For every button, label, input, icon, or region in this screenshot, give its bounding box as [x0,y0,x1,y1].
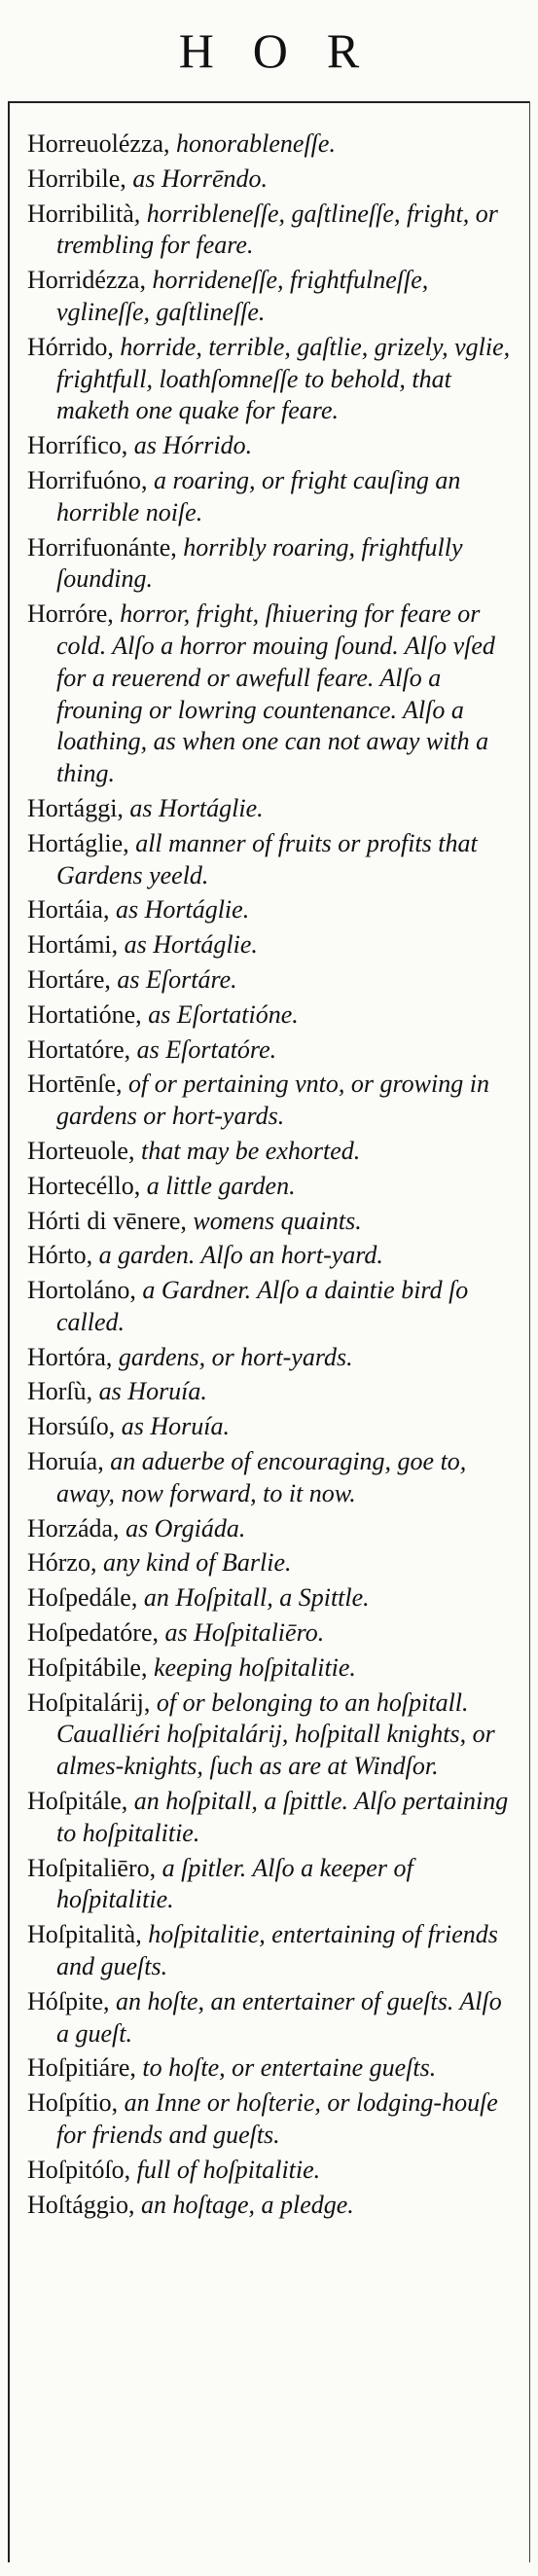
entry-headword: Hoſpitiáre, [27,2053,136,2083]
page-heading: HOR [178,23,399,78]
entry-headword: Hortoláno, [27,1276,136,1305]
entry-definition: as Eſortáre. [110,964,237,994]
entry-definition: as Horrēndo. [126,163,268,193]
entry-definition: honorableneſſe. [169,129,336,158]
dictionary-entry [27,199,517,263]
entry-definition: an Inne or hoſterie, or lodging-houſe for friends and gueſts. [56,2088,498,2150]
dictionary-entry [27,1853,517,1917]
dictionary-entry [27,1240,517,1272]
dictionary-entry [27,1986,517,2050]
entry-headword: Horribile, [27,163,126,193]
dictionary-entry [27,2155,517,2187]
entry-definition: that may be exhorted. [134,1136,361,1165]
dictionary-entry [27,2087,517,2152]
entry-definition: an hoſtage, a pledge. [134,2190,354,2219]
dictionary-entry [27,128,517,161]
dictionary-entry [27,1034,517,1067]
dictionary-entry [27,929,517,961]
entry-definition: as Hortáglie. [123,793,264,822]
dictionary-entry [27,163,517,196]
dictionary-entry [27,964,517,997]
entry-headword: Horteuole, [27,1136,135,1165]
entry-headword: Hortóra, [27,1342,113,1371]
entry-headword: Horzáda, [27,1513,120,1542]
entry-headword: Horrífico, [27,431,128,460]
entry-list [27,128,517,2224]
entry-headword: Horſù, [27,1377,93,1406]
entry-headword: Hortáre, [27,964,111,994]
entry-headword: Hortatióne, [27,999,142,1029]
dictionary-entry [27,1376,517,1408]
entry-headword: Hoſpitóſo, [27,2155,131,2184]
entry-definition: a roaring, or fright cauſing an horrible noiſe. [56,465,461,526]
entry-headword: Hórrido, [27,332,114,361]
dictionary-entry [27,599,517,790]
entry-definition: keeping hoſpitalitie. [147,1652,356,1682]
entry-definition: as Horuía. [92,1377,207,1406]
dictionary-entry [27,828,517,892]
dictionary-entry [27,1582,517,1615]
entry-definition: as Eſortatóre. [130,1034,277,1064]
entry-definition: as Hórrido. [127,431,253,460]
entry-definition: as Hoſpitaliēro. [159,1618,325,1648]
entry-definition: of or pertaining vnto, or growing in gardens or hort-yards. [56,1070,489,1131]
entry-definition: horride, terrible, gaſtlie, grizely, vglie, frightfull, loathſomneſſe to behold, that maketh one quake for feare. [56,332,511,425]
entry-definition: a little garden. [140,1171,296,1200]
dictionary-entry [27,1136,517,1168]
dictionary-entry [27,1275,517,1339]
entry-headword: Horuía, [27,1447,104,1476]
entry-definition: any kind of Barlie. [96,1548,292,1578]
entry-definition: an aduerbe of encouraging, goe to, away, now forward, to it now. [56,1447,467,1507]
entry-definition: hoſpitalitie, entertaining of friends and gueſts. [56,1920,498,1981]
dictionary-entry [27,1617,517,1650]
dictionary-entry [27,465,517,529]
entry-headword: Hortatóre, [27,1034,131,1064]
entry-headword: Horrifuóno, [27,465,148,494]
top-rule [8,101,530,103]
entry-headword: Hoſtággio, [27,2190,135,2219]
entry-definition: as Eſortatióne. [141,999,299,1029]
entry-headword: Horsúſo, [27,1412,116,1441]
entry-headword: Hortēnſe, [27,1070,123,1099]
entry-headword: Hoſpitalità, [27,1920,142,1949]
entry-definition: a Gardner. Alſo a daintie bird ſo called. [56,1276,469,1336]
dictionary-entry [27,1652,517,1685]
right-column-rule [529,101,530,2562]
entry-headword: Hoſpitalárij, [27,1687,151,1717]
dictionary-entry [27,1171,517,1203]
entry-definition: an hoſte, an entertainer of gueſts. Alſo a gueſt. [56,1986,502,2048]
entry-definition: an hoſpitall, a ſpittle. Alſo pertaining to hoſpitalitie. [56,1787,509,1847]
entry-headword: Hoſpítio, [27,2088,119,2118]
dictionary-entry [27,265,517,329]
entry-definition: of or belonging to an hoſpitall. Caualliéri hoſpitalárij, hoſpitall knights, or almes-knights, ſuch as are at Windſor. [56,1687,495,1781]
entry-headword: Hortággi, [27,793,124,822]
entry-headword: Hoſpedatóre, [27,1618,160,1648]
entry-headword: Hóſpite, [27,1986,110,2015]
dictionary-entry [27,1786,517,1850]
entry-headword: Hoſpitále, [27,1787,128,1816]
entry-definition: all manner of fruits or profits that Gardens yeeld. [56,828,478,889]
entry-headword: Hórto, [27,1241,93,1270]
entry-definition: full of hoſpitalitie. [130,2155,321,2184]
entry-headword: Horridézza, [27,266,146,295]
entry-headword: Hortáglie, [27,828,129,857]
dictionary-entry [27,894,517,926]
entry-definition: gardens, or hort-yards. [112,1342,353,1371]
dictionary-entry [27,430,517,462]
dictionary-entry [27,1513,517,1545]
dictionary-entry [27,532,517,597]
dictionary-entry [27,1687,517,1783]
entry-definition: a garden. Alſo an hort-yard. [92,1241,383,1270]
entry-definition: to hoſte, or entertaine gueſts. [135,2053,437,2083]
entry-headword: Hortáia, [27,895,110,925]
dictionary-entry [27,1547,517,1579]
entry-definition: as Hortáglie. [109,895,250,925]
entry-definition: as Orgiáda. [119,1513,246,1542]
entry-definition: as Horuía. [115,1412,231,1441]
entry-definition: horror, fright, ſhiuering for feare or cold. Alſo a horror mouing ſound. Alſo vſed for a reuerend or awefull feare. Alſo a frouning or lowring countenance. Alſo a loathing, as when one can not away with a thing. [56,599,495,788]
entry-definition: a ſpitler. Alſo a keeper of hoſpitalitie. [56,1853,413,1914]
dictionary-entry [27,2190,517,2222]
entry-headword: Hoſpitábile, [27,1652,148,1682]
dictionary-entry [27,1342,517,1374]
entry-definition: , horribleneſſe, gaſtlineſſe, fright, or trembling for feare. [56,199,498,260]
entry-headword: Hortecéllo, [27,1171,141,1200]
dictionary-entry [27,1919,517,1983]
entry-headword: Hortámi, [27,930,119,960]
entry-headword: Hórti di vēnere, [27,1206,187,1235]
entry-headword: Horróre, [27,599,114,629]
entry-definition: horribly roaring, frightfully ſounding. [56,532,463,594]
entry-headword: Horreuolézza, [27,129,170,158]
entry-headword: Hoſpitaliēro, [27,1853,157,1882]
entry-definition: horrideneſſe, frightfulneſſe, vglineſſe, gaſtlineſſe. [56,266,429,326]
entry-definition: an Hoſpitall, a Spittle. [137,1583,370,1613]
entry-headword: Hoſpedále, [27,1583,138,1613]
dictionary-entry [27,793,517,825]
dictionary-entry [27,1069,517,1133]
dictionary-entry [27,1206,517,1238]
entry-headword: Horrifuonánte, [27,532,177,562]
dictionary-entry [27,1411,517,1443]
entry-definition: as Hortáglie. [118,930,258,960]
dictionary-entry [27,332,517,427]
entry-headword: Hórzo, [27,1548,97,1578]
entry-headword: Horribilità [27,199,134,228]
dictionary-entry [27,1446,517,1510]
left-column-rule [8,101,10,2562]
entry-definition: womens quaints. [186,1206,362,1235]
dictionary-entry [27,2052,517,2085]
dictionary-entry [27,999,517,1032]
